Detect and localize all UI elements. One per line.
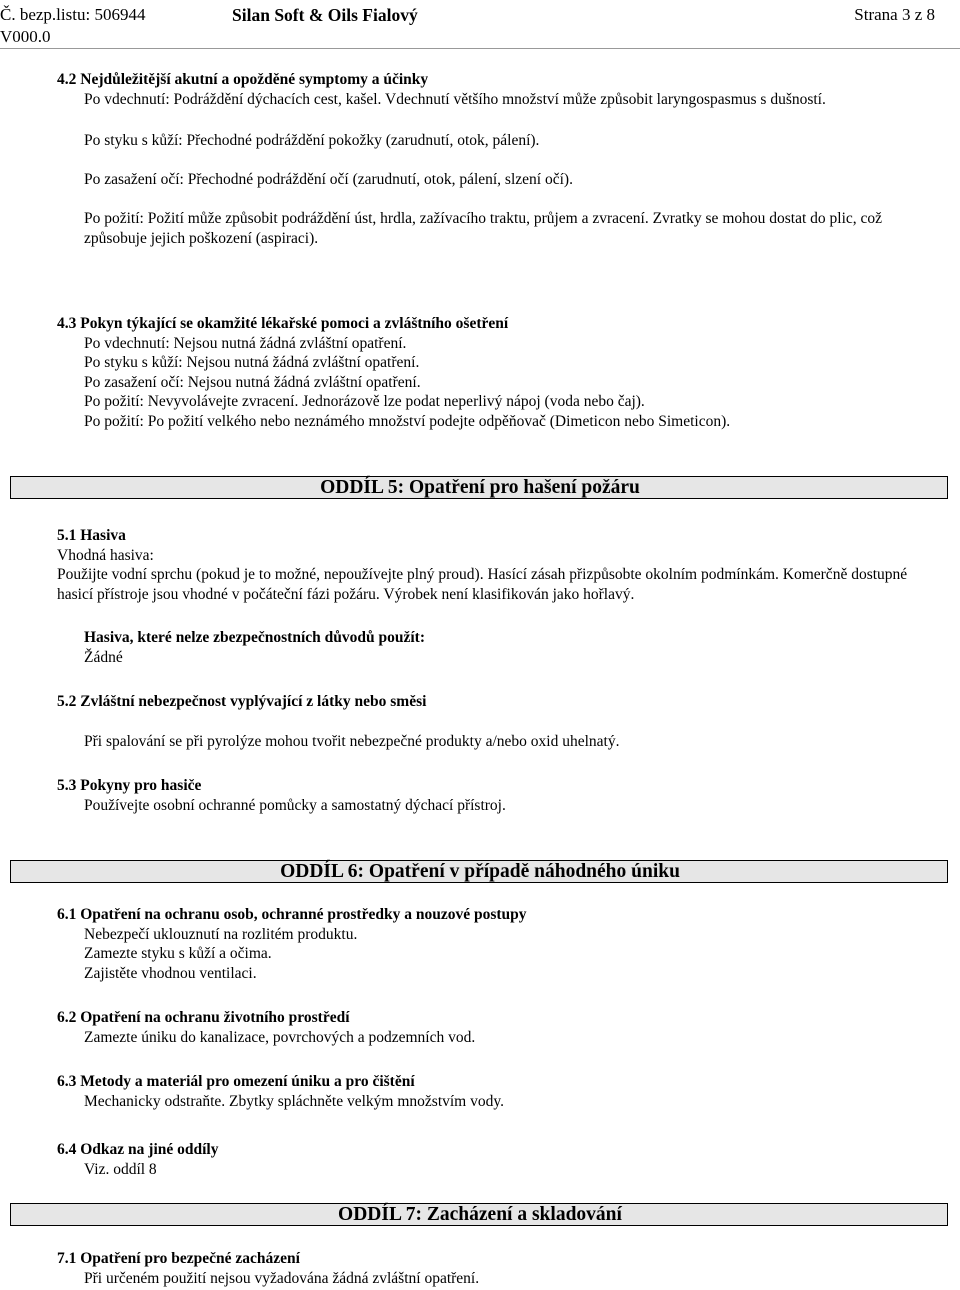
heading-6-3: 6.3 Metody a materiál pro omezení úniku a pro čištění [57, 1073, 415, 1090]
header-left [0, 4, 145, 48]
section-6-1 [57, 905, 919, 983]
text-inhalation: Po vdechnutí: Podráždění dýchacích cest, kašel. Vdechnutí většího množství může způsobit laryngospasmus s dušností. [84, 90, 826, 108]
section-5-title: ODDÍL 5: Opatření pro hašení požáru [320, 477, 640, 498]
text-6-2: Zamezte úniku do kanalizace, povrchových a podzemních vod. [84, 1028, 476, 1046]
heading-5-2 [57, 692, 919, 712]
text-5-2: Při spalování se při pyrolýze mohou tvořit nebezpečné produkty a/nebo oxid uhelnatý. [84, 733, 620, 750]
section-4-2 [57, 70, 919, 109]
text-skin: Po styku s kůží: Přechodné podráždění pokožky (zarudnutí, otok, pálení). [84, 132, 540, 149]
list-item: Po požití: Po požití velkého nebo neznámého množství podejte odpěňovač (Dimeticon nebo Simeticon). [84, 412, 731, 430]
suitable-label: Vhodná hasiva: [57, 546, 154, 564]
list-item: Nebezpečí uklouznutí na rozlitém produktu. [84, 925, 358, 943]
text-7-1: Při určeném použití nejsou vyžadována žádná zvláštní opatření. [84, 1269, 480, 1287]
section-5-1 [57, 526, 919, 604]
text-ingestion: Po požití: Požití může způsobit podráždění úst, hrdla, zažívacího traktu, průjem a zvracení. Zvratky se mohou dostat do plic, což způsobuje jejich poškození (aspiraci). [84, 210, 883, 247]
suitable-text: Použijte vodní sprchu (pokud je to možné, nepoužívejte plný proud). Hasící zásah přizpůsobte okolním podmínkám. Komerčně dostupné hasicí přístroje jsou vhodné v počáteční fázi požáru. Výrobek není klasifikován jako hořlavý. [57, 566, 908, 603]
text-eyes: Po zasažení očí: Přechodné podráždění očí (zarudnutí, otok, pálení, slzení očí). [84, 171, 573, 188]
heading-6-1: 6.1 Opatření na ochranu osob, ochranné prostředky a nouzové postupy [57, 906, 527, 923]
list-item: Zamezte styku s kůží a očima. [84, 945, 272, 962]
heading-6-2: 6.2 Opatření na ochranu životního prostředí [57, 1009, 350, 1026]
unsuitable-heading: Hasiva, které nelze zbezpečnostních důvodů použít: [84, 629, 425, 646]
section-7-1 [57, 1249, 919, 1288]
sheet-number: Č. bezp.listu: 506944 [0, 5, 146, 24]
section-5-3 [57, 776, 919, 815]
version: V000.0 [0, 27, 51, 46]
list-item: Po styku s kůží: Nejsou nutná žádná zvláštní opatření. [84, 354, 420, 371]
unsuitable-value: Žádné [84, 648, 123, 666]
header-rule [0, 48, 960, 49]
section-6-title: ODDÍL 6: Opatření v případě náhodného úniku [280, 861, 680, 882]
section-6-2 [57, 1008, 919, 1047]
heading-5-3: 5.3 Pokyny pro hasiče [57, 777, 202, 794]
heading-5-1: 5.1 Hasiva [57, 527, 126, 544]
section-6-4 [57, 1140, 919, 1179]
section-4-3 [57, 314, 919, 431]
unsuitable-block [84, 628, 946, 667]
heading-4-3: 4.3 Pokyn týkající se okamžité lékařské pomoci a zvláštního ošetření [57, 315, 509, 332]
heading-6-4: 6.4 Odkaz na jiné oddíly [57, 1141, 219, 1158]
heading-5-2-text: 5.2 Zvláštní nebezpečnost vyplývající z látky nebo směsi [57, 693, 427, 710]
heading-4-2: 4.2 Nejdůležitější akutní a opožděné symptomy a účinky [57, 71, 429, 88]
text-6-3: Mechanicky odstraňte. Zbytky spláchněte velkým množstvím vody. [84, 1092, 504, 1110]
list-item: Po požití: Nevyvolávejte zvracení. Jednorázově lze podat neperlivý nápoj (voda nebo čaj). [84, 393, 645, 410]
text-5-3: Používejte osobní ochranné pomůcky a samostatný dýchací přístroj. [84, 796, 506, 814]
section-7-title: ODDÍL 7: Zacházení a skladování [338, 1204, 622, 1225]
text-6-4: Viz. oddíl 8 [84, 1160, 157, 1178]
page-number: Strana 3 z 8 [854, 5, 935, 24]
list-item: Zajistěte vhodnou ventilaci. [84, 964, 257, 982]
product-name: Silan Soft & Oils Fialový [232, 5, 418, 25]
heading-7-1: 7.1 Opatření pro bezpečné zacházení [57, 1250, 300, 1267]
list-item: Po vdechnutí: Nejsou nutná žádná zvláštní opatření. [84, 334, 407, 352]
list-item: Po zasažení očí: Nejsou nutná žádná zvláštní opatření. [84, 373, 421, 391]
section-6-3 [57, 1072, 919, 1111]
